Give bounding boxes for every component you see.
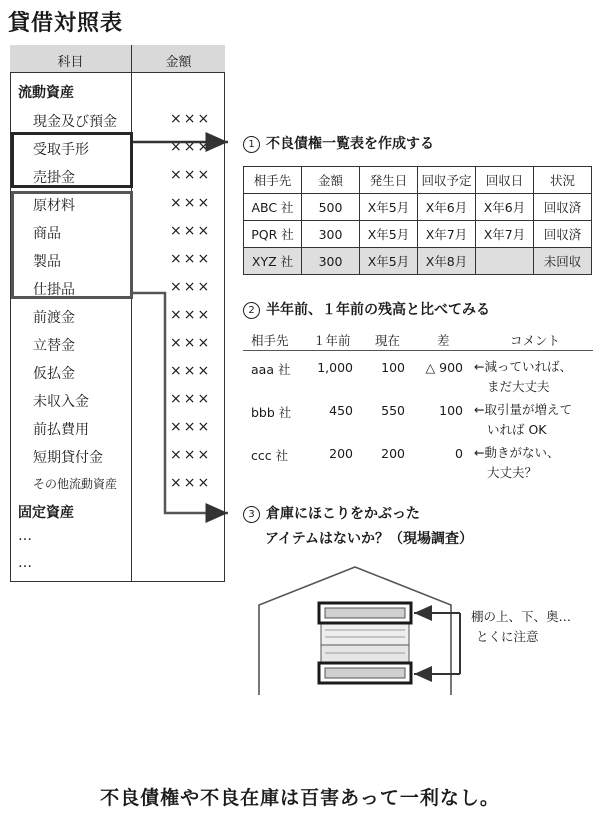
row2-aaa-now: 100 bbox=[381, 360, 405, 375]
cell: 回収済 bbox=[534, 194, 592, 221]
shelf-middle bbox=[321, 623, 409, 645]
arrow-to-section3 bbox=[133, 293, 228, 513]
col2-year-ago: １年前 bbox=[313, 333, 351, 348]
row2-ccc-name: ccc 社 bbox=[251, 448, 289, 463]
row2-bbb-year-ago: 450 bbox=[329, 403, 353, 418]
row2-bbb-now: 550 bbox=[381, 403, 405, 418]
row-advances-paid-amount: ××× bbox=[170, 335, 212, 351]
col2-diff: 差 bbox=[437, 333, 450, 348]
row-fixed-assets: 固定資産 bbox=[18, 505, 74, 521]
cell: XYZ 社 bbox=[244, 248, 302, 275]
section3-title-line2: アイテムはないか？（現場調査） bbox=[265, 531, 474, 547]
cell: X年7月 bbox=[418, 221, 476, 248]
cell: ABC 社 bbox=[244, 194, 302, 221]
col-planned: 回収予定 bbox=[418, 167, 476, 194]
cell: X年5月 bbox=[360, 248, 418, 275]
col-amount: 金額 bbox=[302, 167, 360, 194]
row2-ccc-now: 200 bbox=[381, 446, 405, 461]
section3-number: 3 bbox=[243, 506, 260, 523]
row-products-amount: ××× bbox=[170, 251, 212, 267]
row-suspense-amount: ××× bbox=[170, 363, 212, 379]
row-current-assets: 流動資産 bbox=[18, 85, 74, 101]
row-advances-amount: ××× bbox=[170, 307, 212, 323]
shelf-lower-middle bbox=[321, 645, 409, 663]
section2-title bbox=[243, 299, 490, 319]
cell: X年7月 bbox=[476, 221, 534, 248]
cell: PQR 社 bbox=[244, 221, 302, 248]
row-advances-paid-label: 立替金 bbox=[33, 338, 75, 354]
section2-divider bbox=[243, 350, 593, 351]
cell: X年6月 bbox=[476, 194, 534, 221]
row-short-loans-amount: ××× bbox=[170, 447, 212, 463]
row-accrued-amount: ××× bbox=[170, 391, 212, 407]
col-occurred: 発生日 bbox=[360, 167, 418, 194]
row2-bbb-comment2: いれば OK bbox=[487, 422, 547, 437]
row2-aaa-name: aaa 社 bbox=[251, 362, 291, 377]
shelf-note-line1: 棚の上、下、奥… bbox=[471, 609, 572, 624]
row2-aaa-diff: △ 900 bbox=[425, 360, 463, 375]
row2-ccc-year-ago: 200 bbox=[329, 446, 353, 461]
row-merchandise-amount: ××× bbox=[170, 223, 212, 239]
cell: X年5月 bbox=[360, 221, 418, 248]
row2-aaa-year-ago: 1,000 bbox=[317, 360, 353, 375]
section1-title bbox=[243, 133, 434, 153]
col-partner: 相手先 bbox=[244, 167, 302, 194]
section2-number: 2 bbox=[243, 302, 260, 319]
row-notes-receivable-label: 受取手形 bbox=[33, 142, 89, 158]
row2-bbb-name: bbb 社 bbox=[251, 405, 292, 420]
cell: X年8月 bbox=[418, 248, 476, 275]
row2-ccc-comment1: ←動きがない、 bbox=[474, 445, 560, 460]
row2-ccc-comment2: 大丈夫？ bbox=[487, 465, 538, 480]
cell: 未回収 bbox=[534, 248, 592, 275]
cell: 300 bbox=[302, 221, 360, 248]
row-accounts-receivable-label: 売掛金 bbox=[33, 170, 75, 186]
row2-aaa-comment2: まだ大丈夫 bbox=[487, 379, 550, 394]
row-cash-label: 現金及び預金 bbox=[33, 114, 117, 130]
section3-title bbox=[243, 503, 420, 523]
row-prepaid-amount: ××× bbox=[170, 419, 212, 435]
page-title: 貸借対照表 bbox=[8, 11, 124, 36]
bottom-caption: 不良債権や不良在庫は百害あって一利なし。 bbox=[100, 787, 500, 809]
row-products-label: 製品 bbox=[33, 254, 61, 270]
col2-partner: 相手先 bbox=[251, 333, 289, 348]
row2-bbb-diff: 100 bbox=[439, 403, 463, 418]
cell bbox=[476, 248, 534, 275]
row-accounts-receivable-amount: ××× bbox=[170, 167, 212, 183]
cell: 500 bbox=[302, 194, 360, 221]
row-cash-amount: ××× bbox=[170, 111, 212, 127]
row-notes-receivable-amount: ××× bbox=[170, 139, 212, 155]
row-other-current-amount: ××× bbox=[170, 475, 212, 491]
bad-debt-header-row bbox=[244, 167, 592, 194]
row-raw-materials-amount: ××× bbox=[170, 195, 212, 211]
section1-title-text: 不良債権一覧表を作成する bbox=[266, 136, 434, 152]
row-wip-amount: ××× bbox=[170, 279, 212, 295]
table-row-uncollected bbox=[244, 248, 592, 275]
row-other-current-label: その他流動資産 bbox=[33, 477, 118, 491]
row-suspense-label: 仮払金 bbox=[33, 366, 75, 382]
section3-title-line1: 倉庫にほこりをかぶった bbox=[266, 506, 420, 522]
row2-aaa-comment1: ←減っていれば、 bbox=[474, 359, 572, 374]
shelf-note-line2: とくに注意 bbox=[476, 629, 539, 644]
table-row bbox=[244, 221, 592, 248]
row-accrued-label: 未収入金 bbox=[33, 394, 89, 410]
bad-debt-table bbox=[243, 166, 592, 275]
section1-number: 1 bbox=[243, 136, 260, 153]
row-short-loans-label: 短期貸付金 bbox=[33, 450, 103, 466]
col2-comment: コメント bbox=[510, 333, 561, 348]
row-ellipsis-1: … bbox=[18, 528, 32, 544]
row2-bbb-comment1: ←取引量が増えて bbox=[474, 402, 572, 417]
col-collected: 回収日 bbox=[476, 167, 534, 194]
row2-ccc-diff: 0 bbox=[455, 446, 463, 461]
header-account: 科目 bbox=[57, 55, 84, 70]
row-wip-label: 仕掛品 bbox=[33, 282, 75, 298]
cell: X年6月 bbox=[418, 194, 476, 221]
header-amount: 金額 bbox=[165, 55, 192, 70]
cell: 300 bbox=[302, 248, 360, 275]
row-merchandise-label: 商品 bbox=[33, 226, 61, 242]
row-advances-label: 前渡金 bbox=[33, 310, 75, 326]
table-row bbox=[244, 194, 592, 221]
col-status: 状況 bbox=[534, 167, 592, 194]
row-prepaid-label: 前払費用 bbox=[33, 422, 89, 438]
cell: X年5月 bbox=[360, 194, 418, 221]
row-ellipsis-2: … bbox=[18, 555, 32, 571]
shelf-bracket-arrows bbox=[400, 598, 470, 690]
section2-title-text: 半年前、１年前の残高と比べてみる bbox=[266, 302, 490, 318]
row-raw-materials-label: 原材料 bbox=[33, 198, 75, 214]
cell: 回収済 bbox=[534, 221, 592, 248]
col2-now: 現在 bbox=[375, 333, 401, 348]
